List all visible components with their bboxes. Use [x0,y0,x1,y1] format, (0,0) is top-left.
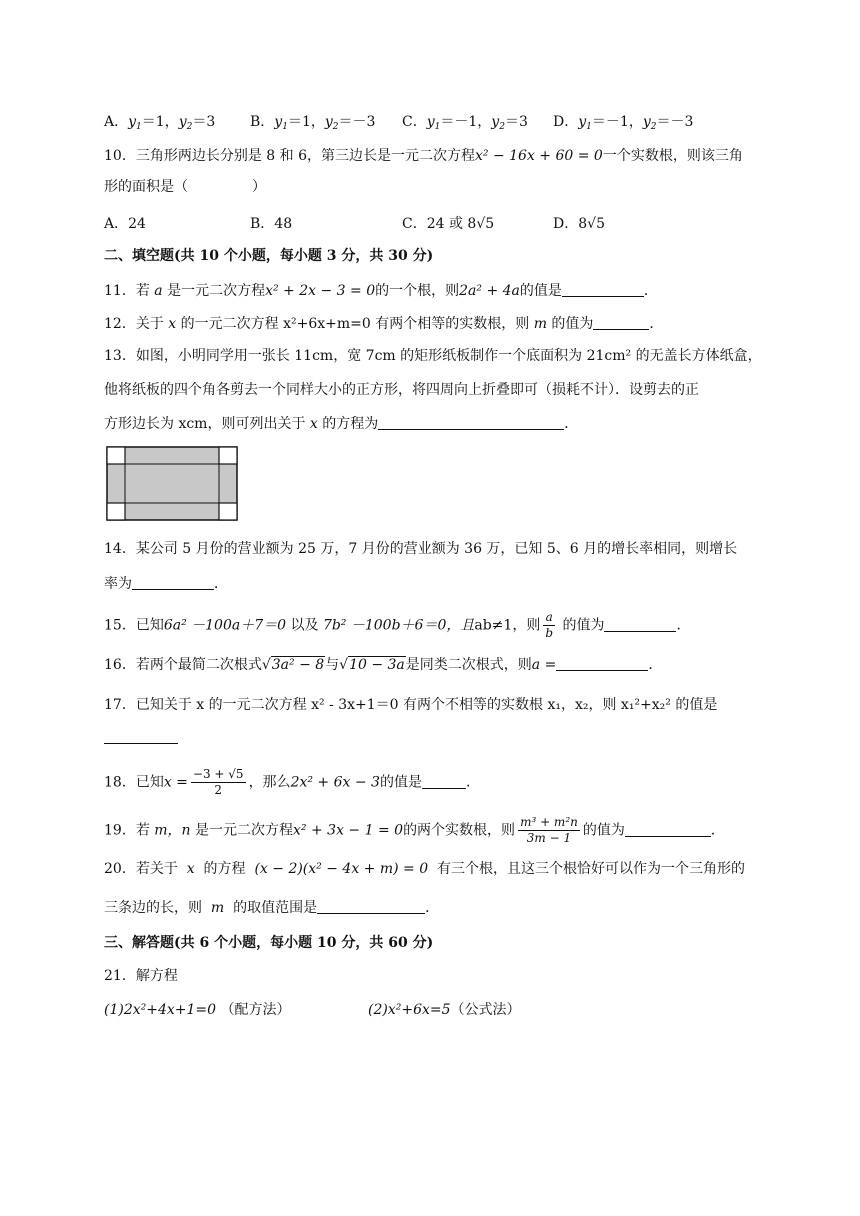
fraction-x-value: $\frac{-3 + √5}{2}$ [192,767,244,797]
corner-square-tr [219,447,237,464]
q14-line2: 率为 ． [104,576,228,592]
q18: 18．已知x = $\frac{-3 + √5}{2}$ ，那么2x² + 6x − 3的值是 ． [104,767,480,797]
section-fill-in-heading: 二、填空题(共 10 个小题，每小题 3 分，共 30 分) [104,248,434,264]
q21-title: 21．解方程 [104,968,178,984]
fraction-a-over-b: $\frac{a}{b}$ [545,610,554,640]
q21-part1: (1)2x²+4x+1=0 （配方法） [104,1002,291,1018]
paper-board-figure [106,446,238,521]
q19: 19．若 m，n 是一元二次方程x² + 3x − 1 = 0的两个实数根，则 $\frac{\text{m³ + m²n}}{3m - 1}$ 的值为 ． [104,815,725,845]
q14-line1: 14．某公司 5 月份的营业额为 25 万，7 月份的营业额为 36 万，已知 5、6 月的增长率相同，则增长 [104,541,738,557]
answer-blank [556,656,648,671]
q13-line1: 13．如图，小明同学用一张长 11cm，宽 7cm 的矩形纸板制作一个底面积为 21cm² 的无盖长方体纸盒， [104,348,762,364]
answer-blank [562,282,644,297]
q16: 16．若两个最简二次根式√3a² − 8与√10 − 3a是同类二次根式，则a = ． [104,657,663,673]
fraction-m-expression: $\frac{\text{m³ + m²n}}{3m - 1}$ [520,815,578,845]
section-solve-heading: 三、解答题(共 6 个小题，每小题 10 分，共 60 分) [104,935,434,951]
q10-line1: 10．三角形两边长分别是 8 和 6，第三边长是一元二次方程x² − 16x + 60 = 0一个实数根，则该三角 [104,148,743,164]
corner-square-bl [107,503,125,520]
q10-line2: 形的面积是（ ） [104,179,266,195]
corner-square-tl [107,447,125,464]
q20-line1: 20．若关于 x 的方程 (x − 2)(x² − 4x + m) = 0 有三个根，且这三个根恰好可以作为一个三角形的 [104,861,746,877]
q15: 15．已知6a² －100a＋7＝0 以及 7b² －100b＋6＝0，且ab≠1，则 $\frac{a}{b}$ 的值为 ． [104,610,691,640]
answer-blank [593,315,649,330]
q10-option-d: D．8√5 [553,216,605,232]
q10-option-c: C．24 或 8√5 [402,216,495,232]
q11: 11．若 a 是一元二次方程x² + 2x − 3 = 0的一个根，则2a² + 4a的值是 ． [104,283,658,299]
answer-blank [317,899,425,914]
q17-answer-line [104,728,178,748]
answer-blank [104,729,178,744]
answer-blank [132,575,214,590]
answer-blank [378,415,564,430]
answer-blank [625,822,711,837]
q10-option-a: A．24 [104,216,146,232]
corner-square-br [219,503,237,520]
q9-option-d: D．$y_1=-1$，$y_2=-3$ [553,114,694,132]
q21-part2: (2)x²+6x=5（公式法） [368,1002,521,1018]
board-outer [107,447,237,520]
q9-option-c: C．$y_1=-1$，$y_2=3$ [402,114,528,132]
q20-line2: 三条边的长，则 m 的取值范围是 ． [104,900,440,916]
q9-option-a: A．$y_1=1$，$y_2=3$ [104,114,216,132]
q9-option-b: B．$y_1=1$，$y_2=-3$ [250,114,376,132]
q10-option-b: B．48 [250,216,293,232]
q13-line2: 他将纸板的四个角各剪去一个同样大小的正方形，将四周向上折叠即可（损耗不计）．设剪去的正 [104,382,699,398]
answer-blank [604,617,676,632]
q12: 12．关于 x 的一元二次方程 x²+6x+m=0 有两个相等的实数根，则 m 的值为 ． [104,316,664,332]
q17: 17．已知关于 x 的一元二次方程 x² - 3x+1＝0 有两个不相等的实数根 x₁，x₂，则 x₁²+x₂² 的值是 [104,697,718,713]
answer-blank [422,774,466,789]
q13-line3: 方形边长为 xcm，则可列出关于 x 的方程为 ． [104,416,579,432]
